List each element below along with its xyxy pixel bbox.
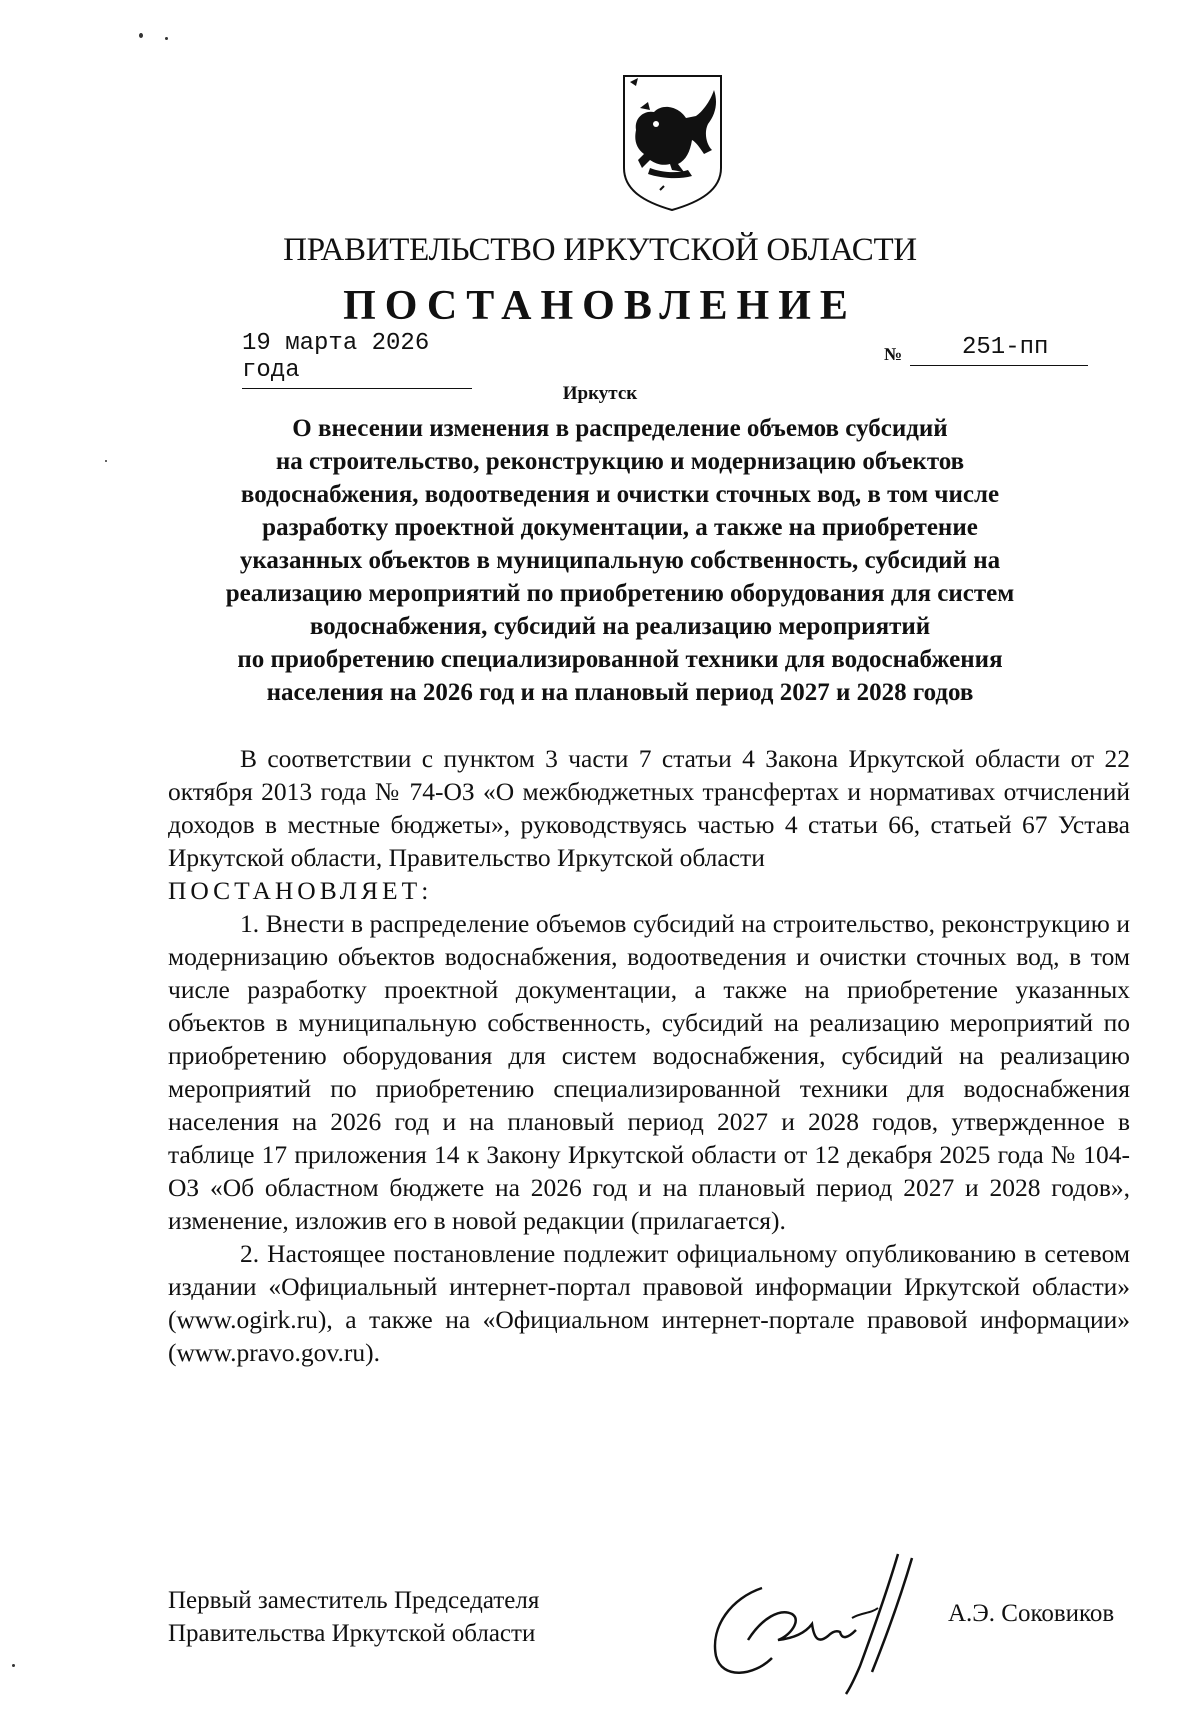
decree-body: [168, 742, 1130, 1369]
number-sign: №: [884, 344, 903, 364]
scan-speck: [165, 37, 168, 40]
government-title: ПРАВИТЕЛЬСТВО ИРКУТСКОЙ ОБЛАСТИ: [283, 232, 917, 268]
scan-speck: [12, 1664, 15, 1667]
preamble-paragraph: В соответствии с пунктом 3 части 7 статьи 4 Закона Иркутской области от 22 октября 2013 года № 74-ОЗ «О межбюджетных трансфертах и нормативах отчислений доходов в местные бюджеты», руководствуясь частью 4 статьи 66, статьей 67 Устава Иркутской области, Правительство Иркутской области: [168, 744, 1130, 872]
scan-speck: [105, 460, 107, 462]
decree-subject: [180, 412, 1060, 709]
subject-line: разработку проектной документации, а также на приобретение: [262, 514, 978, 541]
decree-heading: ПОСТАНОВЛЕНИЕ: [343, 283, 857, 329]
decree-number: 251-пп: [910, 334, 1088, 366]
subject-line: О внесении изменения в распределение объемов субсидий: [292, 415, 948, 442]
subject-line: населения на 2026 год и на плановый период 2027 и 2028 годов: [266, 679, 974, 706]
decree-date: 19 марта 2026 года: [242, 330, 472, 389]
irkutsk-babr-emblem-icon: [620, 72, 725, 212]
resolves-word: ПОСТАНОВЛЯЕТ:: [168, 876, 433, 905]
subject-line: водоснабжения, субсидий на реализацию мероприятий: [309, 613, 931, 640]
subject-line: по приобретению специализированной техники для водоснабжения: [237, 646, 1003, 673]
signer-position-line: Первый заместитель Председателя: [168, 1587, 540, 1614]
subject-line: на строительство, реконструкцию и модернизацию объектов: [275, 448, 965, 475]
signer-name: А.Э. Соковиков: [948, 1600, 1115, 1627]
scan-speck: [139, 33, 143, 38]
item-1-paragraph: 1. Внести в распределение объемов субсидий на строительство, реконструкцию и модернизацию объектов водоснабжения, водоотведения и очистки сточных вод, в том числе разработку проектной документации, а также на приобретение указанных объектов в муниципальную собственность, субсидий на реализацию мероприятий по приобретению оборудования для систем водоснабжения, субсидий на реализацию мероприятий по приобретению специализированной техники для водоснабжения населения на 2026 год и на плановый период 2027 и 2028 годов, утвержденное в таблице 17 приложения 14 к Закону Иркутской области от 12 декабря 2025 года № 104-ОЗ «Об областном бюджете на 2026 год и на плановый период 2027 и 2028 годов», изменение, изложив его в новой редакции (прилагается).: [168, 909, 1130, 1235]
subject-line: водоснабжения, водоотведения и очистки сточных вод, в том числе: [240, 481, 1000, 508]
signer-position: [168, 1584, 539, 1650]
city-name: Иркутск: [562, 383, 638, 404]
signer-position-line: Правительства Иркутской области: [168, 1620, 536, 1647]
handwritten-signature-icon: [702, 1548, 922, 1698]
item-2-paragraph: 2. Настоящее постановление подлежит официальному опубликованию в сетевом издании «Официальный интернет-портал правовой информации Иркутской области» (www.ogirk.ru), а также на «Официальном интернет-портале правовой информации» (www.pravo.gov.ru).: [168, 1239, 1130, 1367]
subject-line: реализацию мероприятий по приобретению оборудования для систем: [225, 580, 1015, 607]
subject-line: указанных объектов в муниципальную собственность, субсидий на: [239, 547, 1001, 574]
